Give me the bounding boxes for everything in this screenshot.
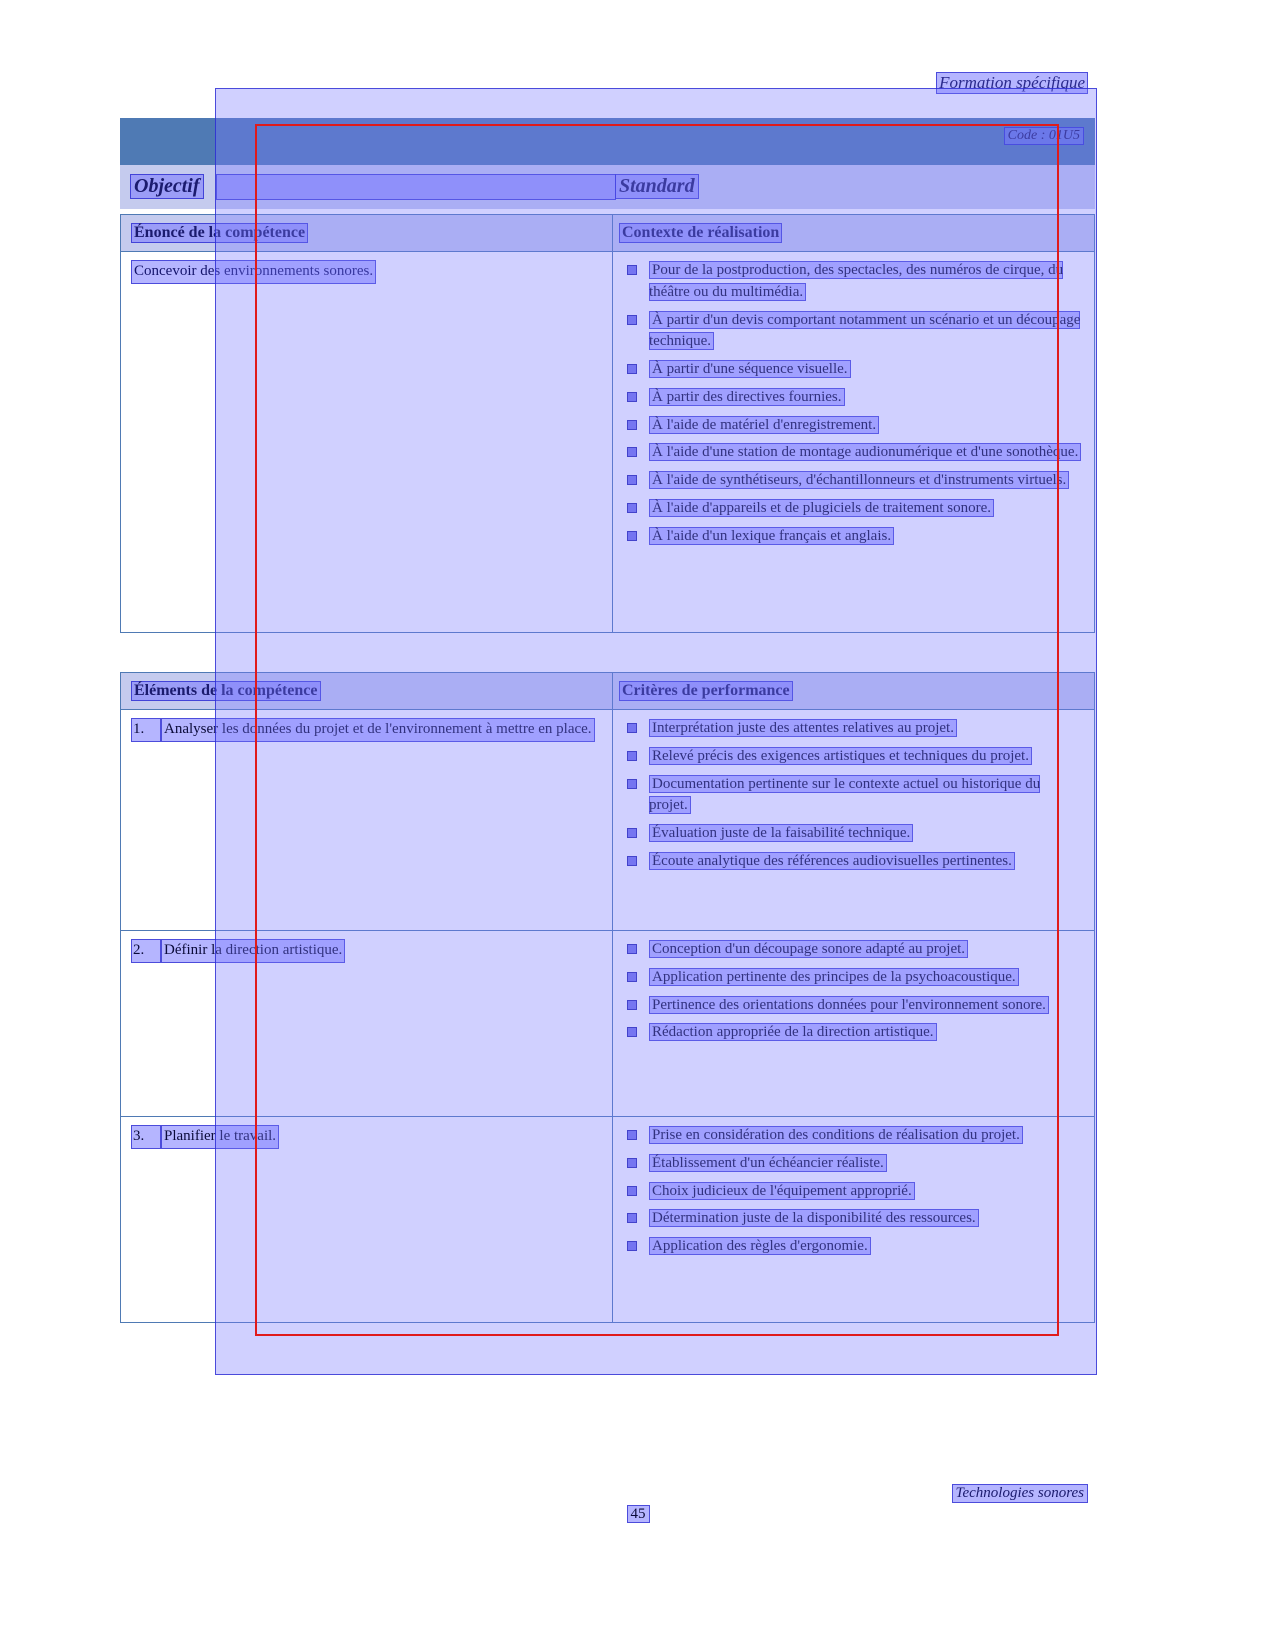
bullet-icon	[627, 1027, 637, 1037]
list-item	[619, 851, 1084, 873]
list-item	[619, 967, 1084, 989]
context-list	[619, 260, 1084, 547]
bullet-icon	[627, 972, 637, 982]
element-text: Analyser les données du projet et de l'environnement à mettre en place.	[161, 718, 595, 742]
context-item-text: À l'aide de matériel d'enregistrement.	[649, 416, 879, 434]
list-item	[619, 1181, 1084, 1203]
criteria-cell	[613, 710, 1094, 930]
bullet-icon	[627, 364, 637, 374]
list-item	[619, 498, 1084, 520]
element-cell	[121, 1117, 613, 1322]
list-item	[619, 415, 1084, 437]
element-item	[131, 1125, 602, 1149]
criteria-cell	[613, 1117, 1094, 1322]
context-item-text: À l'aide d'appareils et de plugiciels de traitement sonore.	[649, 499, 994, 517]
objectif-standard-band	[120, 165, 1095, 209]
bullet-icon	[627, 475, 637, 485]
criteria-item-text: Application pertinente des principes de la psychoacoustique.	[649, 968, 1019, 986]
criteria-item-text: Interprétation juste des attentes relatives au projet.	[649, 719, 957, 737]
list-item	[619, 774, 1084, 818]
list-item	[619, 260, 1084, 304]
criteres-performance-header: Critères de performance	[619, 681, 793, 701]
bullet-icon	[627, 779, 637, 789]
context-item-text: À l'aide de synthétiseurs, d'échantillonneurs et d'instruments virtuels.	[649, 471, 1069, 489]
element-number: 3.	[131, 1125, 161, 1149]
list-item	[619, 718, 1084, 740]
objectif-label: Objectif	[130, 174, 204, 199]
table-row	[121, 709, 1094, 930]
enonce-competence-header: Énoncé de la compétence	[131, 223, 308, 243]
title-bar	[120, 118, 1095, 165]
context-item-text: À partir des directives fournies.	[649, 388, 845, 406]
context-item-text: Pour de la postproduction, des spectacles, des numéros de cirque, du théâtre ou du multimédia.	[649, 262, 1064, 300]
elements-table-header-row	[121, 673, 1094, 709]
element-item	[131, 939, 602, 963]
competence-table-body-row	[121, 251, 1094, 632]
list-item	[619, 1208, 1084, 1230]
bullet-icon	[627, 944, 637, 954]
objectif-fill	[216, 174, 616, 200]
bullet-icon	[627, 447, 637, 457]
table-row	[121, 1116, 1094, 1322]
criteria-item-text: Détermination juste de la disponibilité des ressources.	[649, 1209, 979, 1227]
criteria-list	[619, 1125, 1084, 1258]
page-number	[0, 1506, 1276, 1523]
element-text: Définir la direction artistique.	[161, 939, 345, 963]
competence-statement: Concevoir des environnements sonores.	[131, 260, 376, 284]
bullet-icon	[627, 531, 637, 541]
competence-table	[120, 214, 1095, 633]
list-item	[619, 310, 1084, 354]
competence-header-left-cell	[121, 215, 613, 251]
context-item-text: À l'aide d'une station de montage audionumérique et d'une sonothèque.	[649, 443, 1081, 461]
list-item	[619, 823, 1084, 845]
list-item	[619, 1236, 1084, 1258]
criteria-item-text: Choix judicieux de l'équipement approprié.	[649, 1182, 915, 1200]
criteria-item-text: Pertinence des orientations données pour l'environnement sonore.	[649, 996, 1049, 1014]
bullet-icon	[627, 1241, 637, 1251]
list-item	[619, 359, 1084, 381]
criteria-item-text: Écoute analytique des références audiovisuelles pertinentes.	[649, 852, 1015, 870]
bullet-icon	[627, 392, 637, 402]
list-item	[619, 939, 1084, 961]
criteria-item-text: Prise en considération des conditions de réalisation du projet.	[649, 1126, 1023, 1144]
element-cell	[121, 710, 613, 930]
competency-code: Code : 01U5	[1004, 127, 1084, 145]
context-item-text: À partir d'un devis comportant notamment un scénario et un découpage technique.	[649, 311, 1081, 350]
list-item	[619, 442, 1084, 464]
element-number: 2.	[131, 939, 161, 963]
criteria-list	[619, 718, 1084, 873]
bullet-icon	[627, 420, 637, 430]
running-footer-right: Technologies sonores	[952, 1484, 1088, 1503]
list-item	[619, 1022, 1084, 1044]
list-item	[619, 387, 1084, 409]
criteria-item-text: Documentation pertinente sur le contexte actuel ou historique du projet.	[649, 775, 1041, 814]
criteria-item-text: Évaluation juste de la faisabilité technique.	[649, 824, 913, 842]
element-cell	[121, 931, 613, 1116]
criteria-item-text: Relevé précis des exigences artistiques et techniques du projet.	[649, 747, 1032, 765]
list-item	[619, 995, 1084, 1017]
list-item	[619, 1153, 1084, 1175]
element-text: Planifier le travail.	[161, 1125, 279, 1149]
bullet-icon	[627, 751, 637, 761]
competence-table-header-row	[121, 215, 1094, 251]
criteria-list	[619, 939, 1084, 1044]
list-item	[619, 746, 1084, 768]
list-item	[619, 470, 1084, 492]
context-item-text: À l'aide d'un lexique français et anglais.	[649, 527, 894, 545]
bullet-icon	[627, 1130, 637, 1140]
bullet-icon	[627, 856, 637, 866]
running-header-right: Formation spécifique	[936, 72, 1088, 94]
bullet-icon	[627, 315, 637, 325]
contexte-realisation-header: Contexte de réalisation	[619, 223, 782, 243]
list-item	[619, 526, 1084, 548]
elements-table	[120, 672, 1095, 1323]
competence-context-cell	[613, 252, 1094, 632]
criteria-cell	[613, 931, 1094, 1116]
criteria-item-text: Application des règles d'ergonomie.	[649, 1237, 871, 1255]
bullet-icon	[627, 265, 637, 275]
criteria-item-text: Rédaction appropriée de la direction artistique.	[649, 1023, 937, 1041]
bullet-icon	[627, 723, 637, 733]
bullet-icon	[627, 1158, 637, 1168]
page-number-text: 45	[627, 1505, 650, 1523]
list-item	[619, 1125, 1084, 1147]
criteria-item-text: Établissement d'un échéancier réaliste.	[649, 1154, 887, 1172]
criteria-item-text: Conception d'un découpage sonore adapté au projet.	[649, 940, 968, 958]
elements-header-right-cell	[613, 673, 1094, 709]
competence-statement-cell	[121, 252, 613, 632]
elements-header-left-cell	[121, 673, 613, 709]
bullet-icon	[627, 1213, 637, 1223]
bullet-icon	[627, 503, 637, 513]
element-number: 1.	[131, 718, 161, 742]
element-item	[131, 718, 602, 742]
context-item-text: À partir d'une séquence visuelle.	[649, 360, 851, 378]
table-row	[121, 930, 1094, 1116]
elements-competence-header: Éléments de la compétence	[131, 681, 321, 701]
standard-label: Standard	[615, 174, 699, 199]
bullet-icon	[627, 828, 637, 838]
bullet-icon	[627, 1186, 637, 1196]
bullet-icon	[627, 1000, 637, 1010]
competence-header-right-cell	[613, 215, 1094, 251]
